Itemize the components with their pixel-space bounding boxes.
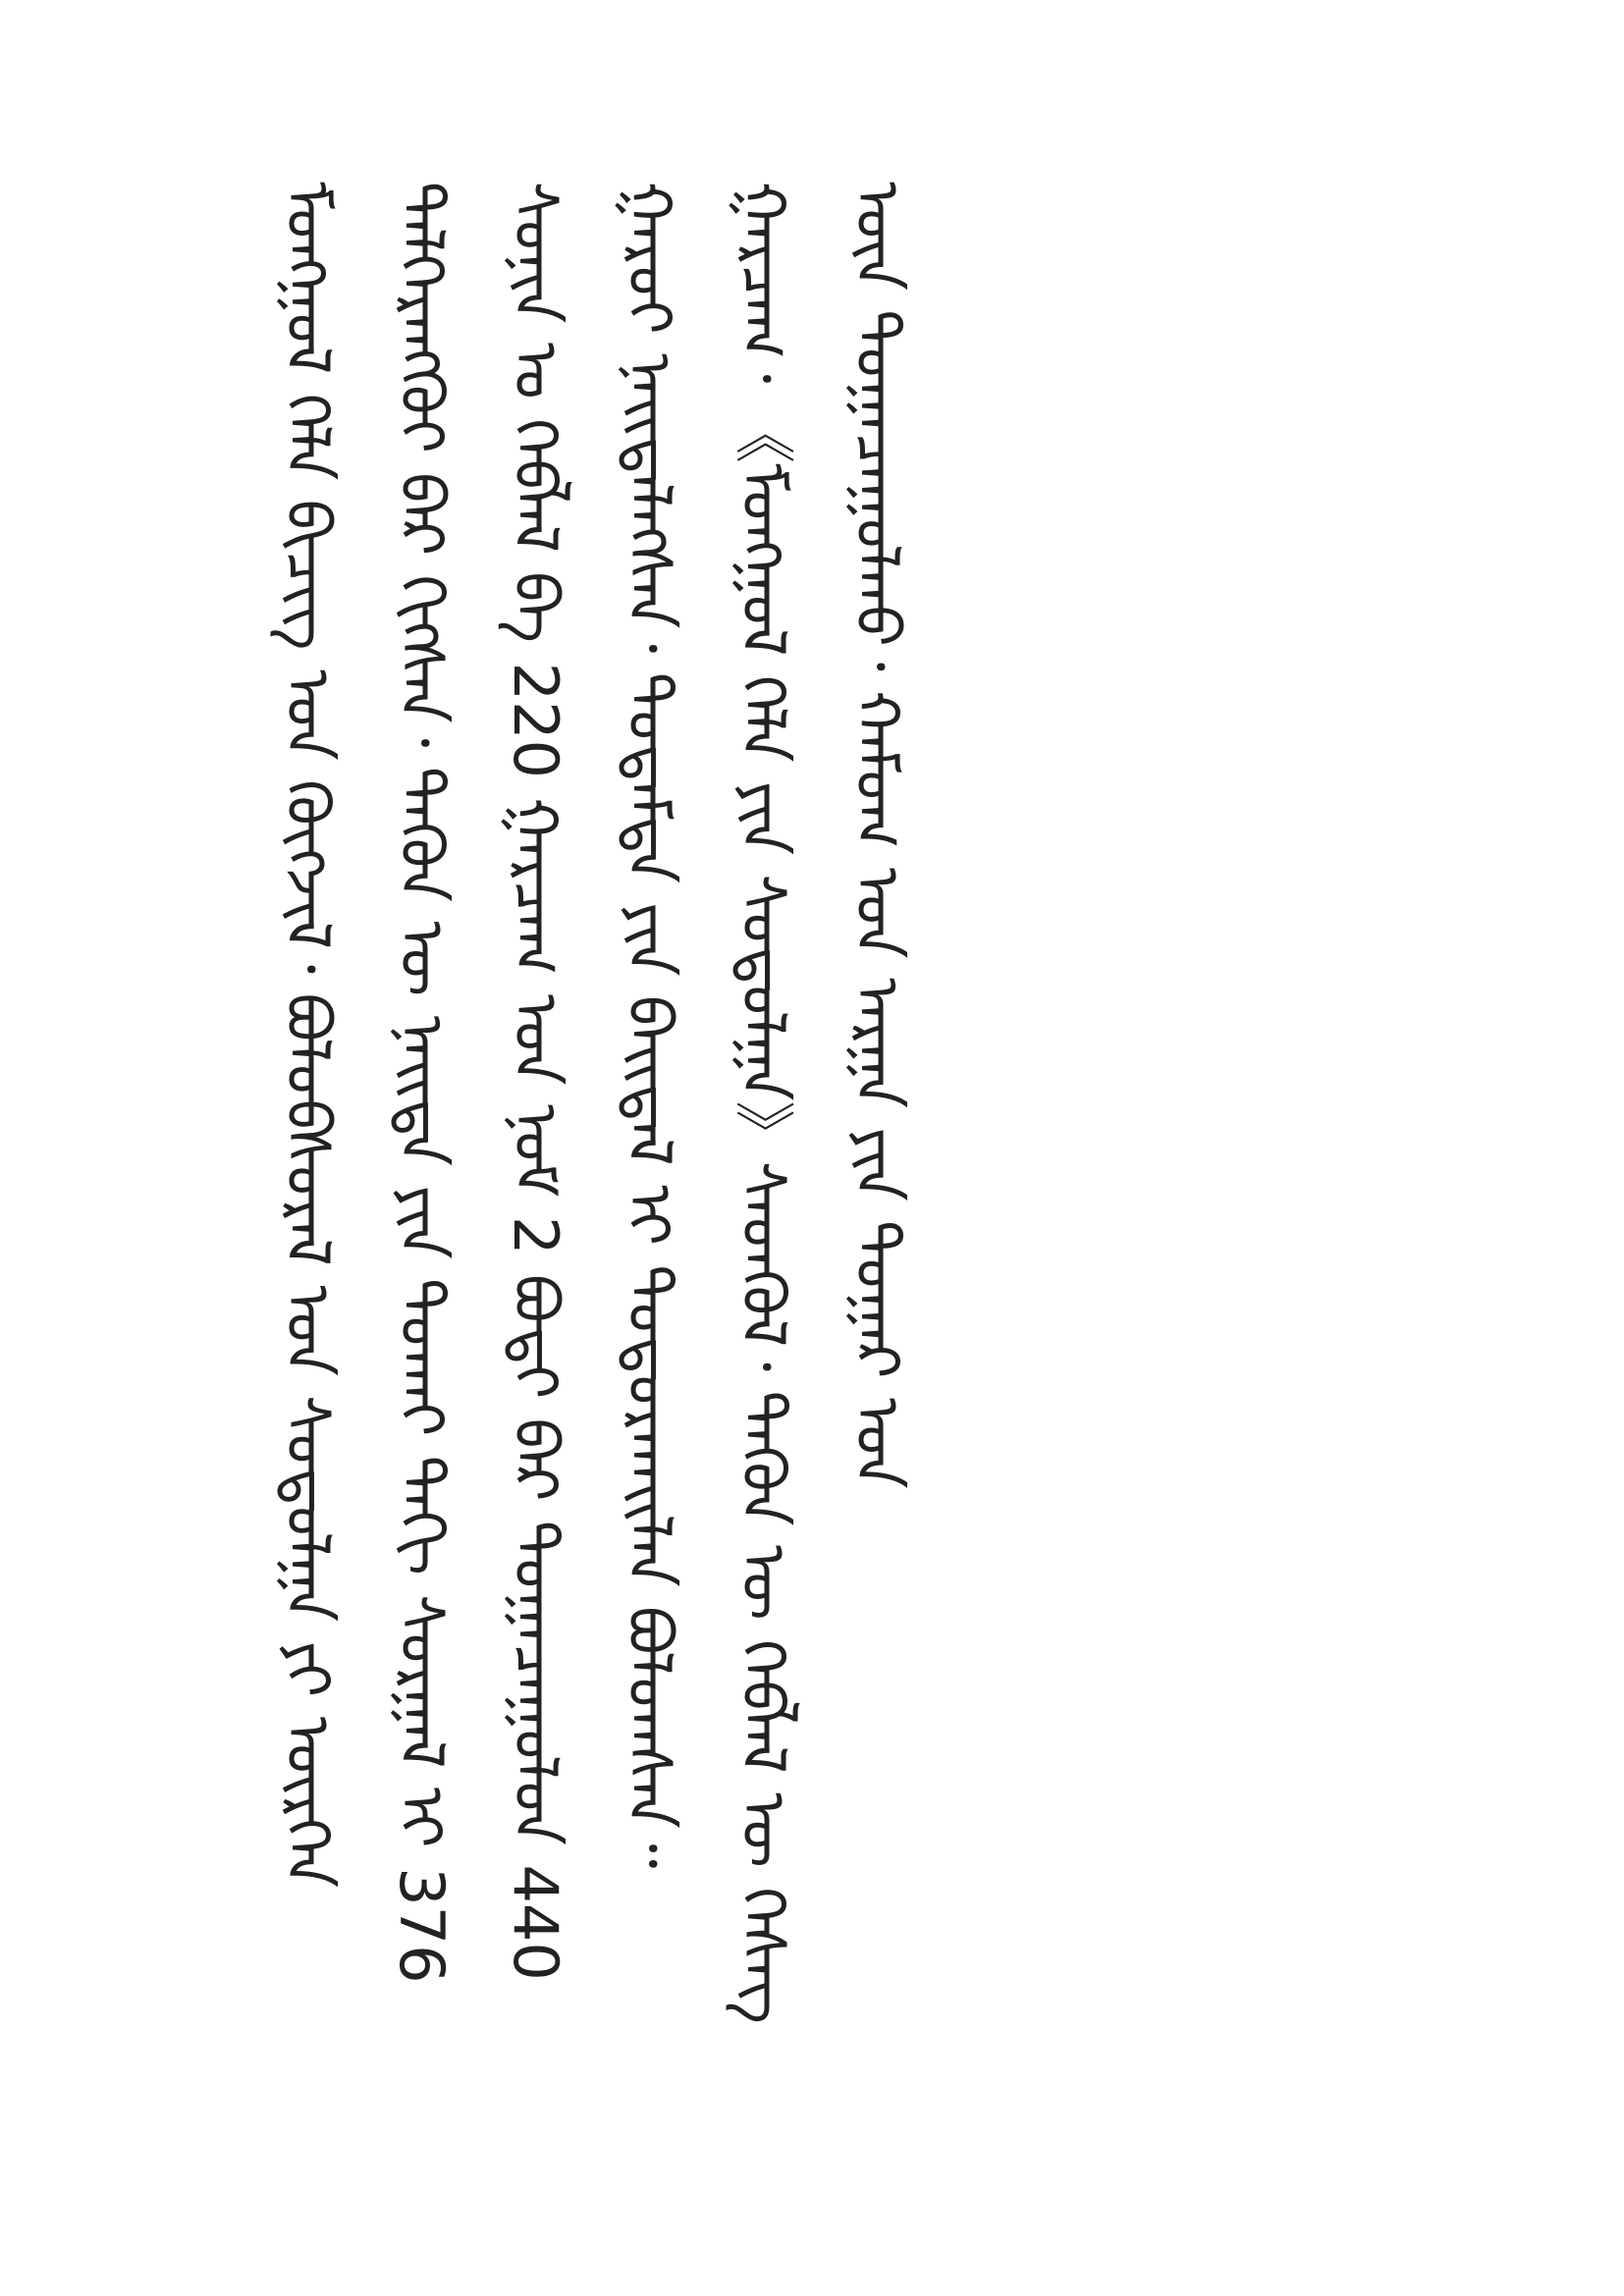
mongolian-text-body [250,182,1281,2096]
paragraph-1: ᠮᠣᠩᠭᠣᠯ ᠬᠡᠯᠡ ᠪᠢᠴᠢᠭ ᠤᠨ ᠬᠥᠭᠵᠢᠯ᠂ ᠪᠣᠯᠣᠪᠰᠤᠷᠠᠯ ᠤᠨ ᠰᠤᠳᠤᠯᠭᠠ ᠶᠢ ᠥᠷᠭᠡᠨ ᠳᠡᠯᠭᠡᠷᠡᠩᠭᠦᠢ ᠪᠡᠷ ᠬᠢᠭᠰᠡᠨ᠂ ᠲᠡᠭᠦᠨ ᠦ ᠨᠡᠢᠲᠡ ᠶᠢᠨ ᠲᠤᠬᠠᠢ ᠳᠠᠬᠢ ᠰᠤᠷᠭᠠᠯ ᠢ 376 ᠰᠣᠨᠢᠨ ᠤ ᠬᠡᠪᠯᠡᠯ ᠪᠠ 220 ᠭᠠᠷᠴᠠᠭ ᠤᠨ ᠨᠣᠮ 2 ᠪᠣᠳᠢ ᠪᠠᠷ ᠲᠣᠭᠠᠴᠠᠭᠤᠯᠤᠨ 440 ᠭᠠᠷᠤᠢ ᠨᠡᠢᠲᠡᠯᠡᠭᠰᠡᠨ᠂ ᠳᠤᠳᠠᠮᠳᠠ ᠶᠢᠨ ᠪᠠᠢᠳᠠᠯ ᠢ ᠲᠣᠳᠣᠷᠬᠠᠢᠯᠠᠨ ᠪᠣᠯᠣᠭᠰᠠᠨ᠃ [272,182,685,1984]
paragraph-2: ᠭᠠᠷᠴᠠᠭ᠂ 《ᠮᠣᠩᠭᠣᠯ ᠬᠡᠯᠡ ᠶᠢᠨ ᠰᠤᠳᠤᠯᠭᠠ》ᠰᠡᠳᠬᠦᠯ᠂ ᠲᠡᠭᠦᠨ ᠦ ᠬᠡᠪᠯᠡᠯ ᠦ ᠬᠡᠰᠡᠭ ᠦᠨ ᠲᠣᠭᠠᠴᠠᠭᠤᠯᠬᠤ᠂ ᠬᠠᠮᠤᠭ ᠤᠨ ᠠᠷᠭᠠ ᠶᠢᠨ ᠳᠤᠭᠠᠷ ᠤᠨ [728,182,913,2024]
